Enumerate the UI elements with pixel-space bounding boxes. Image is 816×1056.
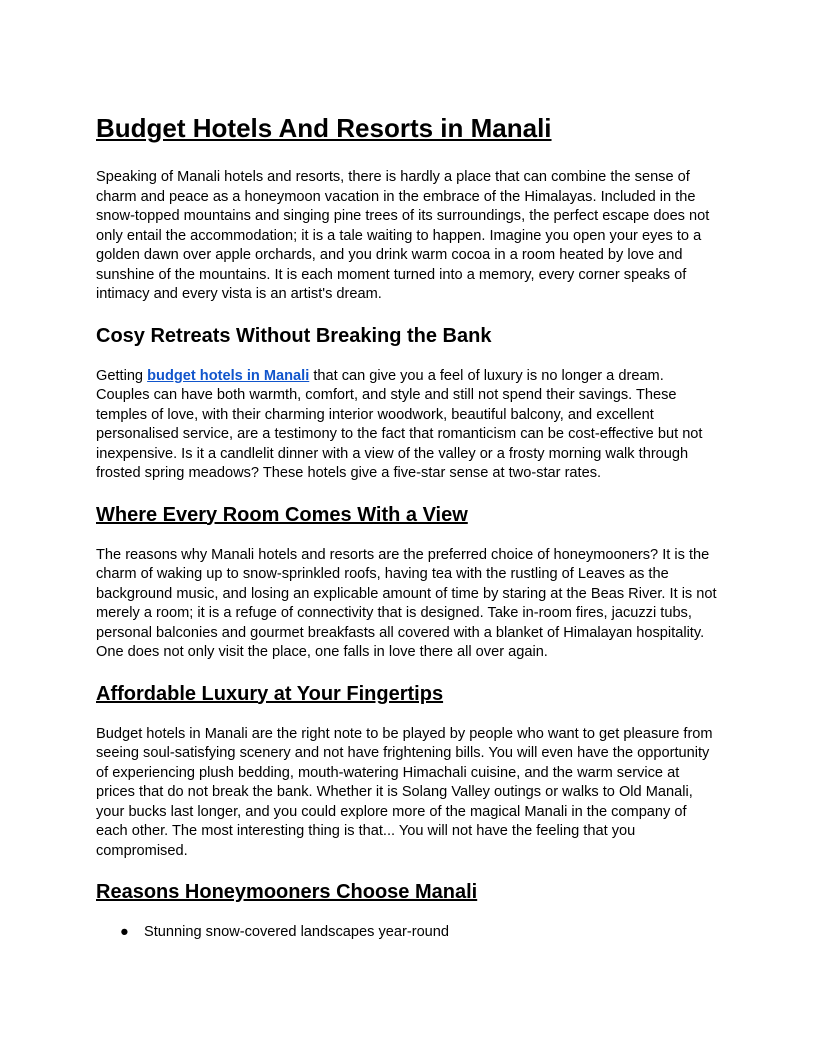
affordable-luxury-paragraph: Budget hotels in Manali are the right note to be played by people who want to get pleasure from seeing soul-satisfying scenery and not have frightening bills. You will even have the opportunity of experiencing plush bedding, mouth-watering Himachali cuisine, and the warm service at prices that do not break the bank. Whether it is Solang Valley outings or walks to Old Manali, your bucks last longer, and you could explore more of the magical Manali in the company of each other. The most interesting thing is that... You will not have the feeling that you compromised. — [96, 725, 713, 859]
room-view-paragraph: The reasons why Manali hotels and resorts are the preferred choice of honeymooners? It is the charm of waking up to snow-sprinkled roofs, having tea with the rustling of Leaves as the background music, and losing an explicable amount of time by staring at the Beas River. It is not merely a room; it is a refuge of connectivity that is designed. Take in-room fires, jacuzzi tubs, personal balconies and gourmet breakfasts all covered with a blanket of Himalayan hospitality. One does not only visit the place, one falls in love there all over again. — [96, 546, 717, 660]
cosy-retreats-text-after-link: that can give you a feel of luxury is no longer a dream. Couples can have both warmth, comfort, and style and still not spend their savings. These temples of love, with their charming interior woodwork, beautiful balcony, and excellent personalised service, are a testimony to the fact that romanticism can be cost-effective but not inexpensive. Is it a candlelit dinner with a view of the valley or a frosty morning walk through frosted spring meadows? These hotels give a five-star sense at two-star rates. — [96, 367, 703, 481]
page-title: Budget Hotels And Resorts in Manali — [96, 113, 552, 143]
reasons-list — [96, 923, 721, 943]
bullet-icon: ● — [120, 924, 129, 940]
list-item — [120, 923, 721, 943]
section-heading-room-view: Where Every Room Comes With a View — [96, 503, 468, 526]
cosy-retreats-paragraph — [96, 367, 721, 484]
section-heading-reasons: Reasons Honeymooners Choose Manali — [96, 881, 478, 903]
list-item-text: Stunning snow-covered landscapes year-round — [144, 924, 450, 940]
budget-hotels-link[interactable]: budget hotels in Manali — [147, 367, 310, 384]
section-heading-cosy-retreats: Cosy Retreats Without Breaking the Bank — [96, 324, 492, 347]
cosy-retreats-text-before-link: Getting — [96, 367, 148, 384]
document-page — [96, 110, 721, 943]
section-heading-affordable-luxury: Affordable Luxury at Your Fingertips — [96, 682, 444, 705]
intro-paragraph: Speaking of Manali hotels and resorts, there is hardly a place that can combine the sense of charm and peace as a honeymoon vacation in the embrace of the Himalayas. Included in the snow-topped mountains and singing pine trees of its surroundings, the perfect escape does not only entail the accommodation; it is a tale waiting to happen. Imagine you open your eyes to a golden dawn over apple orchards, and you drink warm cocoa in a room heated by love and sunshine of the mountains. It is each moment turned into a memory, every corner speaks of intimacy and every vista is an artist's dream. — [96, 169, 710, 302]
